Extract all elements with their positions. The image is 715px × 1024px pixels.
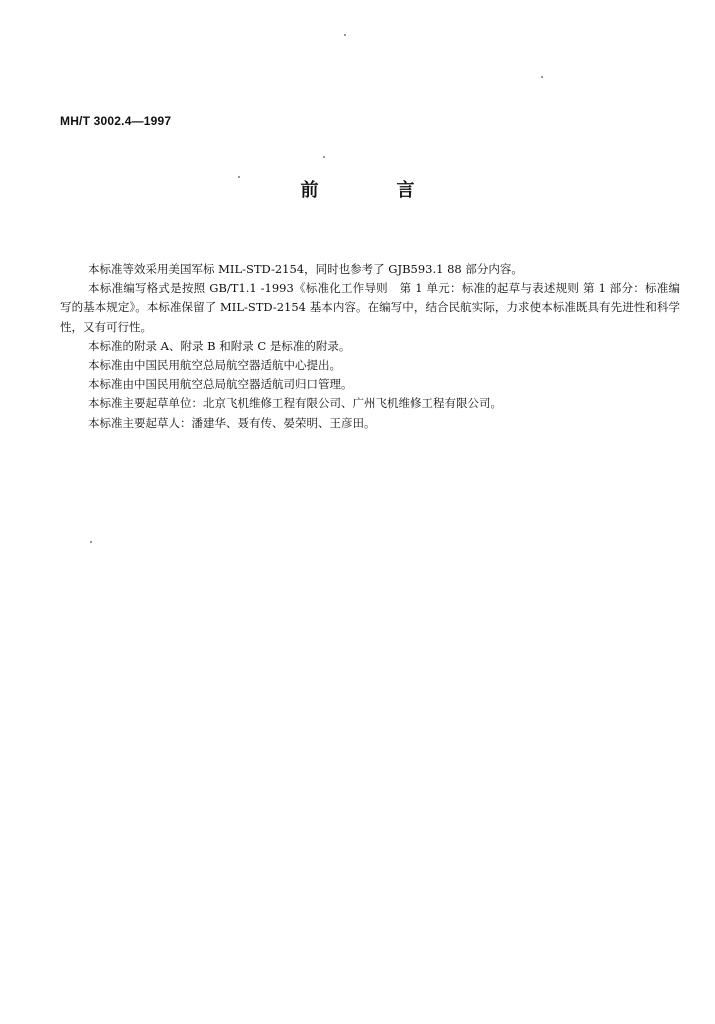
foreword-paragraph-equivalence: 本标准等效采用美国军标 MIL-STD-2154，同时也参考了 GJB593.1 88 部分内容。: [88, 262, 523, 276]
foreword-paragraph-proposer: 本标准由中国民用航空总局航空器适航中心提出。: [88, 358, 341, 373]
scan-speck: [238, 176, 240, 178]
foreword-body: [60, 260, 680, 433]
page-title: 前 言: [300, 180, 445, 201]
scan-speck: [323, 156, 325, 158]
scan-speck: [541, 76, 543, 78]
foreword-paragraph-format: 本标准编写格式是按照 GB/T1.1 -1993《标准化工作导则 第 1 单元：标准的起草与表述规则 第 1 部分：标准编写的基本规定》。本标准保留了 MIL-STD-2154 基本内容。在编写中，结合民航实际，力求使本标准既具有先进性和科学性，又有可行性。: [60, 281, 680, 334]
scan-speck: [344, 34, 346, 36]
foreword-paragraph-administration: 本标准由中国民用航空总局航空器适航司归口管理。: [88, 377, 353, 392]
scan-speck: [90, 541, 92, 543]
foreword-paragraph-drafters: 本标准主要起草人：潘建华、聂有传、晏荣明、王彦田。: [88, 415, 376, 430]
foreword-paragraph-appendices: 本标准的附录 A、附录 B 和附录 C 是标准的附录。: [88, 338, 351, 353]
foreword-paragraph-drafting-units: 本标准主要起草单位：北京飞机维修工程有限公司、广州飞机维修工程有限公司。: [88, 396, 502, 411]
standard-code: MH/T 3002.4—1997: [60, 114, 172, 128]
